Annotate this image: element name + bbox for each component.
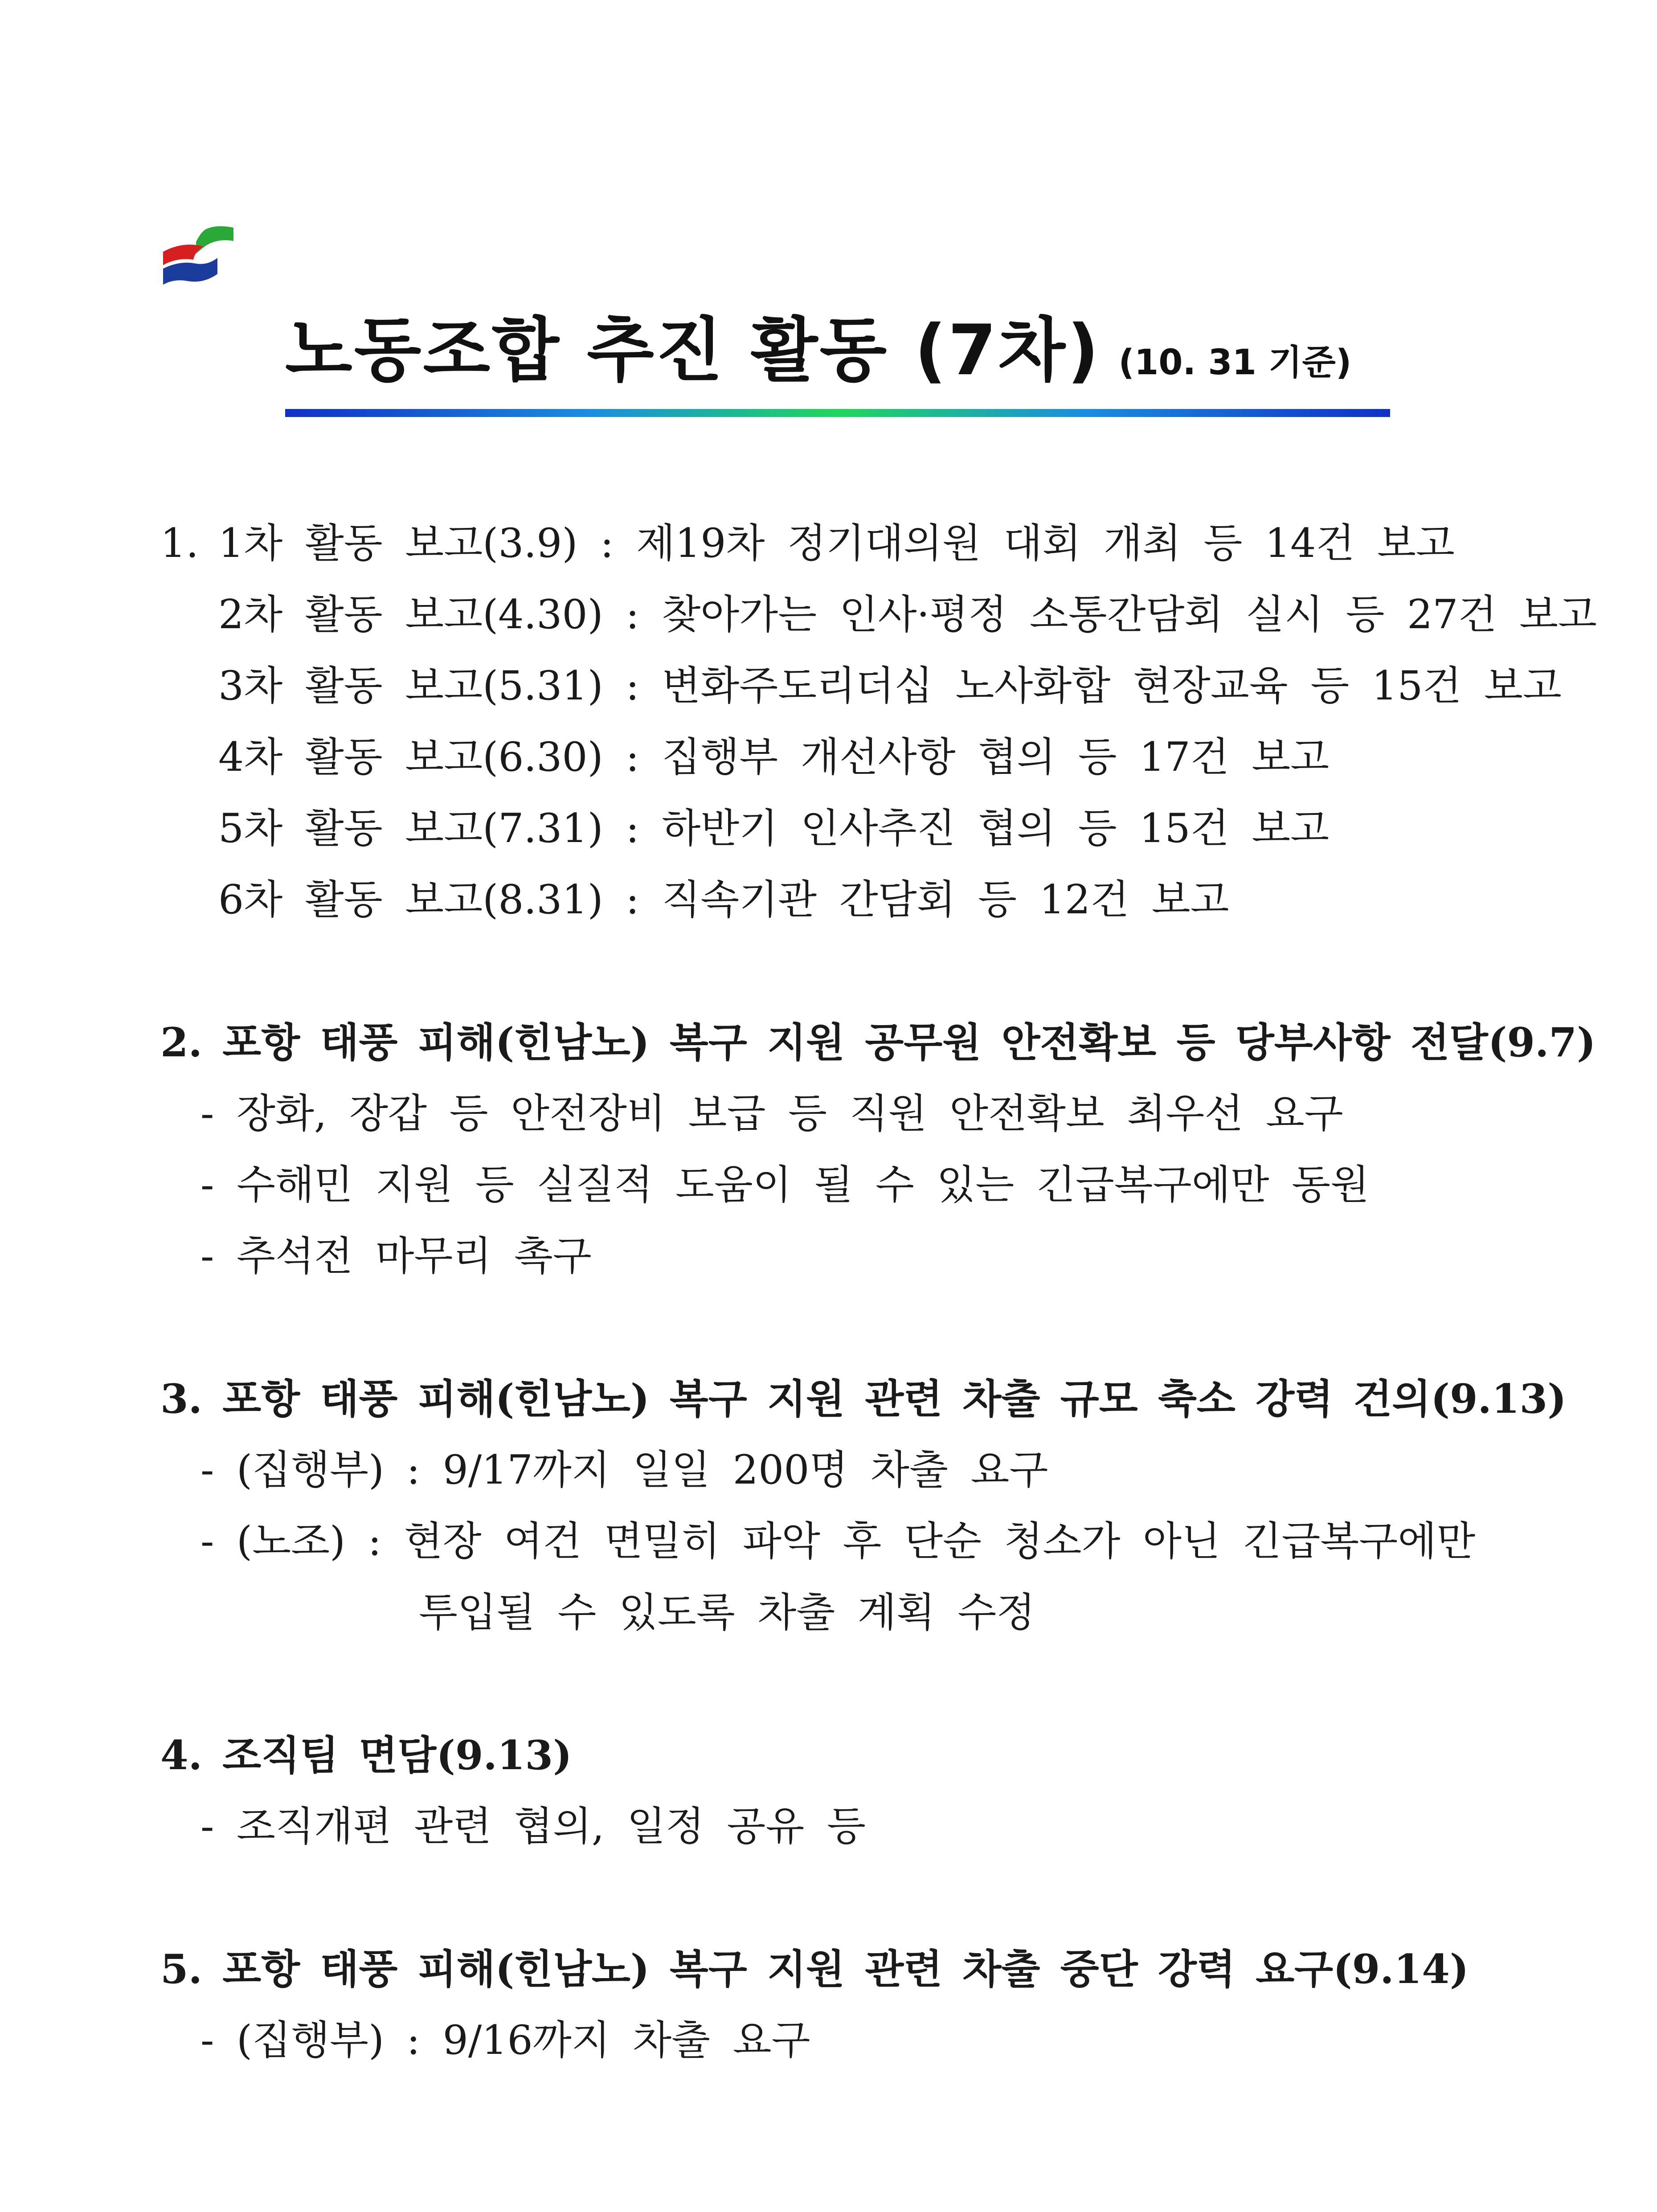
section-1-report-6: 6차 활동 보고(8.31) : 직속기관 간담회 등 12건 보고 bbox=[218, 876, 1229, 923]
spacer bbox=[160, 1292, 1542, 1363]
spacer bbox=[160, 936, 1542, 1007]
section-5-item-1: - (집행부) : 9/16까지 차출 요구 bbox=[200, 2017, 810, 2064]
section-4-heading: 4. 조직팀 면담(9.13) bbox=[160, 1732, 572, 1779]
section-1-report-4: 4차 활동 보고(6.30) : 집행부 개선사항 협의 등 17건 보고 bbox=[218, 734, 1330, 781]
section-2-item-1: - 장화, 장갑 등 안전장비 보급 등 직원 안전확보 최우선 요구 bbox=[200, 1090, 1343, 1137]
document-body bbox=[160, 508, 1597, 2076]
section-2-item-2: - 수해민 지원 등 실질적 도움이 될 수 있는 긴급복구에만 동원 bbox=[200, 1161, 1370, 1208]
page-title bbox=[285, 294, 1390, 401]
section-3-heading: 3. 포항 태풍 피해(힌남노) 복구 지원 관련 차출 규모 축소 강력 건의(9.13) bbox=[160, 1375, 1567, 1423]
section-5-heading: 5. 포항 태풍 피해(힌남노) 복구 지원 관련 차출 중단 강력 요구(9.14) bbox=[160, 1946, 1469, 1993]
spacer bbox=[160, 1862, 1542, 1934]
title-underline bbox=[285, 409, 1390, 417]
spacer bbox=[160, 1648, 1542, 1720]
section-1-report-3: 3차 활동 보고(5.31) : 변화주도리더십 노사화합 현장교육 등 15건 보고 bbox=[218, 662, 1562, 709]
organization-logo-icon bbox=[159, 225, 234, 296]
section-2-heading: 2. 포항 태풍 피해(힌남노) 복구 지원 공무원 안전확보 등 당부사항 전달(9.7) bbox=[160, 1019, 1596, 1066]
section-3-item-2: - (노조) : 현장 여건 면밀히 파악 후 단순 청소가 아닌 긴급복구에만 bbox=[200, 1518, 1476, 1565]
section-1-report-5: 5차 활동 보고(7.31) : 하반기 인사추진 협의 등 15건 보고 bbox=[218, 805, 1330, 852]
section-3-item-1: - (집행부) : 9/17까지 일일 200명 차출 요구 bbox=[200, 1447, 1048, 1493]
section-1-report-2: 2차 활동 보고(4.30) : 찾아가는 인사·평정 소통간담회 실시 등 27건 보고 bbox=[218, 591, 1597, 638]
section-2-item-3: - 추석전 마무리 촉구 bbox=[200, 1233, 592, 1280]
title-main: 노동조합 추진 활동 (7차) bbox=[285, 310, 1101, 391]
section-1-report-1: 1. 1차 활동 보고(3.9) : 제19차 정기대의원 대회 개최 등 14건 보고 bbox=[160, 508, 1542, 579]
title-date: (10. 31 기준) bbox=[1118, 343, 1352, 383]
section-1-number: 1. bbox=[160, 520, 199, 567]
section-3-item-2-continuation: 투입될 수 있도록 차출 계획 수정 bbox=[419, 1589, 1035, 1636]
section-4-item-1: - 조직개편 관련 협의, 일정 공유 등 bbox=[200, 1803, 866, 1850]
